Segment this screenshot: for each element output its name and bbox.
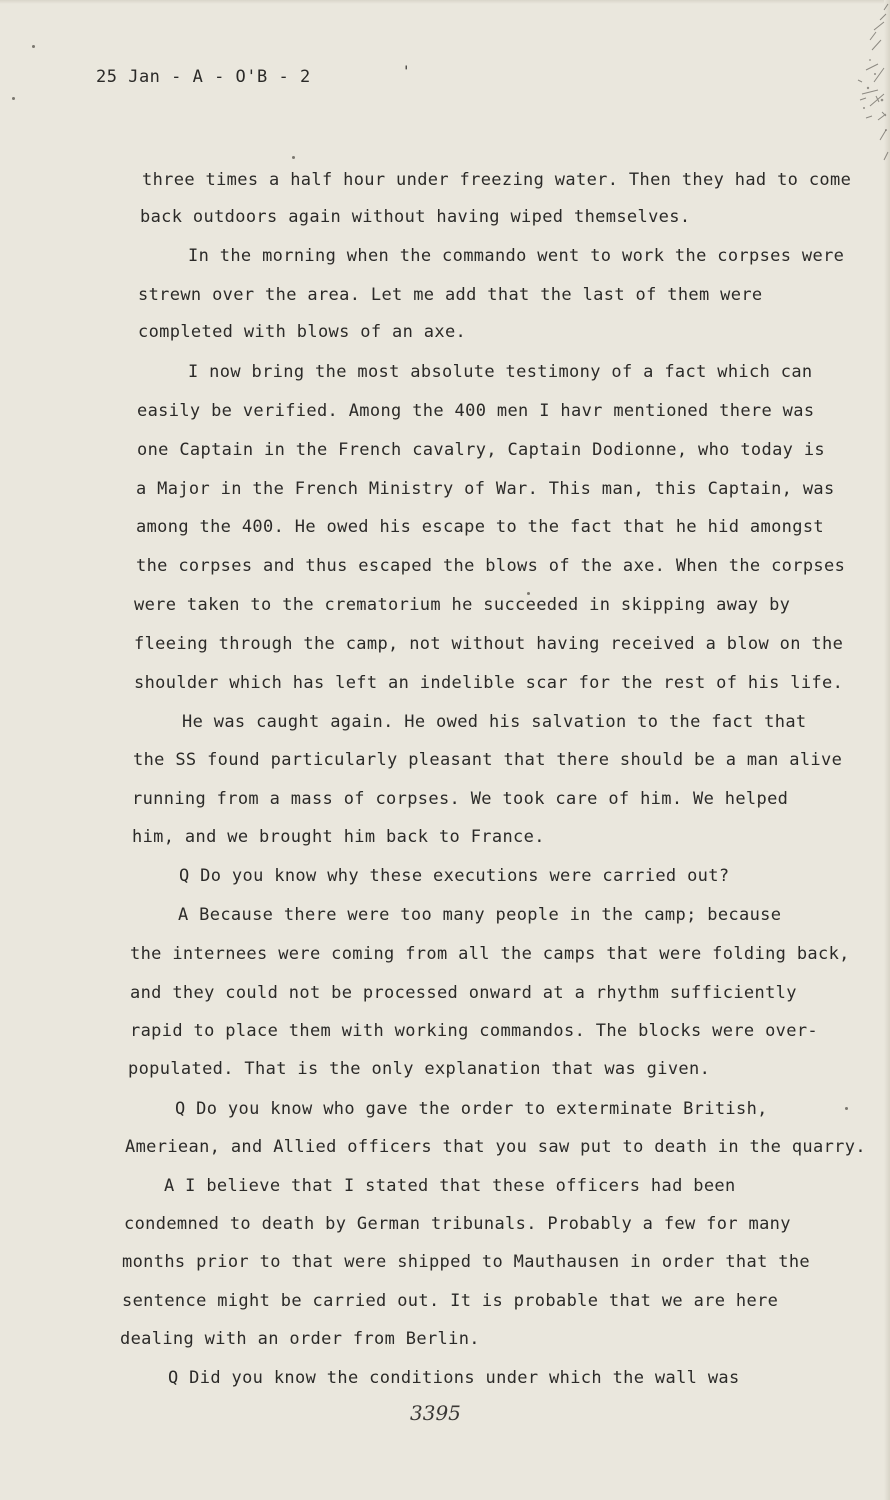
- text-line: completed with blows of an axe.: [138, 322, 467, 342]
- torn-corner-marks: [800, 0, 890, 180]
- text-line: the SS found particularly pleasant that there should be a man alive: [133, 750, 843, 770]
- text-line: three times a half hour under freezing water. Then they had to come: [142, 170, 852, 190]
- text-line: were taken to the crematorium he succeeded in skipping away by: [134, 595, 791, 615]
- text-line: condemned to death by German tribunals. Probably a few for many: [124, 1214, 791, 1234]
- text-line: I now bring the most absolute testimony of a fact which can: [188, 362, 813, 382]
- text-line: dealing with an order from Berlin.: [120, 1329, 480, 1349]
- text-line: shoulder which has left an indelible scar for the rest of his life.: [134, 673, 844, 693]
- text-line: Q Do you know who gave the order to exterminate British,: [175, 1099, 768, 1119]
- text-line: and they could not be processed onward at a rhythm sufficiently: [130, 983, 797, 1003]
- text-line: the corpses and thus escaped the blows of the axe. When the corpses: [136, 556, 846, 576]
- header-tick-mark: ': [402, 64, 411, 80]
- page-number: 3395: [410, 1401, 461, 1425]
- speck: [12, 97, 15, 100]
- text-line: In the morning when the commando went to work the corpses were: [188, 246, 845, 266]
- text-line: months prior to that were shipped to Mauthausen in order that the: [122, 1252, 811, 1272]
- text-line: sentence might be carried out. It is probable that we are here: [122, 1291, 779, 1311]
- text-line: one Captain in the French cavalry, Captain Dodionne, who today is: [137, 440, 826, 460]
- text-line: fleeing through the camp, not without having received a blow on the: [134, 634, 844, 654]
- text-line: strewn over the area. Let me add that the last of them were: [138, 285, 763, 305]
- text-line: A I believe that I stated that these officers had been: [164, 1176, 736, 1196]
- text-line: A Because there were too many people in the camp; because: [178, 905, 782, 925]
- text-line: running from a mass of corpses. We took care of him. We helped: [132, 789, 789, 809]
- text-line: He was caught again. He owed his salvation to the fact that: [182, 712, 807, 732]
- text-line: Q Did you know the conditions under which the wall was: [168, 1368, 740, 1388]
- text-line: back outdoors again without having wiped themselves.: [140, 207, 691, 227]
- speck: [845, 1107, 848, 1110]
- text-line: among the 400. He owed his escape to the fact that he hid amongst: [136, 517, 825, 537]
- text-line: rapid to place them with working commandos. The blocks were over-: [130, 1021, 819, 1041]
- text-line: populated. That is the only explanation that was given.: [128, 1059, 711, 1079]
- speck: [32, 45, 35, 48]
- speck: [292, 156, 295, 159]
- page-right-edge: [884, 0, 890, 1500]
- text-line: easily be verified. Among the 400 men I havr mentioned there was: [137, 401, 815, 421]
- page-top-edge: [0, 0, 890, 4]
- text-line: him, and we brought him back to France.: [132, 827, 545, 847]
- text-line: a Major in the French Ministry of War. This man, this Captain, was: [136, 479, 835, 499]
- text-line: Ameriean, and Allied officers that you saw put to death in the quarry.: [125, 1137, 866, 1157]
- text-line: Q Do you know why these executions were carried out?: [179, 866, 730, 886]
- page-header: 25 Jan - A - O'B - 2: [96, 67, 311, 87]
- text-line: the internees were coming from all the camps that were folding back,: [130, 944, 850, 964]
